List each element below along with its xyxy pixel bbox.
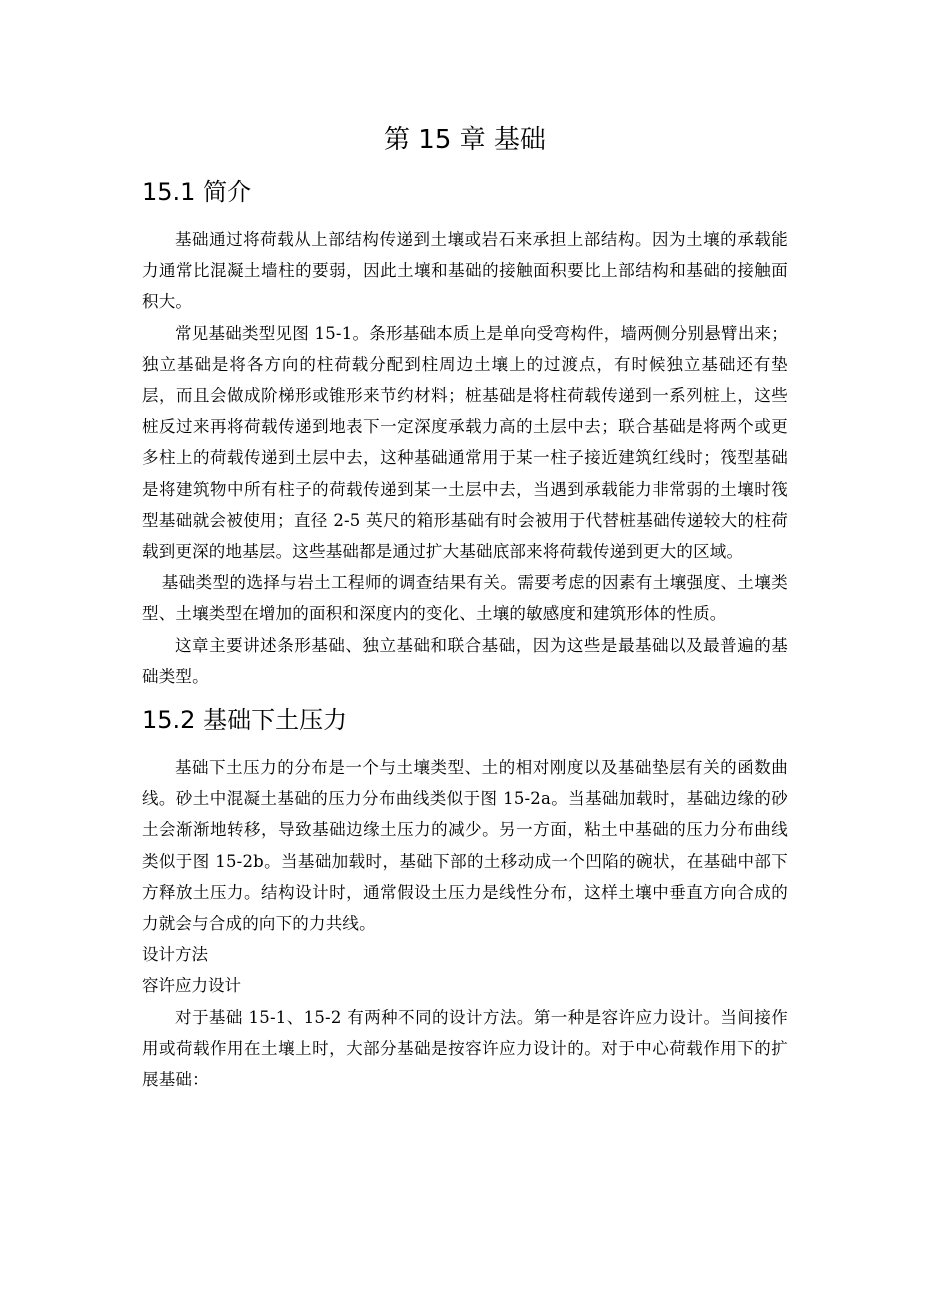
section-gap [142,692,788,700]
paragraph-foundation-types: 常见基础类型见图 15-1。条形基础本质上是单向受弯构件，墙两侧分别悬臂出来；独立基础是将各方向的柱荷载分配到柱周边土壤上的过渡点，有时候独立基础还有垫层，而且会做成阶梯形或锥形来节约材料；桩基础是将柱荷载传递到一系列桩上，这些桩反过来再将荷载传递到地表下一定深度承载力高的土层中去；联合基础是将两个或更多柱上的荷载传递到土层中去，这种基础通常用于某一柱子接近建筑红线时；筏型基础是将建筑物中所有柱子的荷载传递到某一土层中去，当遇到承载能力非常弱的土壤时筏型基础就会被使用；直径 2-5 英尺的箱形基础有时会被用于代替桩基础传递较大的柱荷载到更深的地基层。这些基础都是通过扩大基础底部来将荷载传递到更大的区域。 [142,323,788,562]
paragraph-chapter-scope: 这章主要讲述条形基础、独立基础和联合基础，因为这些是最基础以及最普遍的基础类型。 [142,635,788,686]
subheading-design-methods: 设计方法 [142,945,208,965]
paragraph-intro-1: 基础通过将荷载从上部结构传递到土壤或岩石来承担上部结构。因为土壤的承载能力通常比混凝土墙柱的要弱，因此土壤和基础的接触面积要比上部结构和基础的接触面积大。 [142,230,788,312]
section-title-intro: 15.1 简介 [142,178,252,206]
subheading-allowable-stress: 容许应力设计 [142,976,241,996]
paragraph-soil-pressure: 基础下土压力的分布是一个与土壤类型、土的相对刚度以及基础垫层有关的函数曲线。砂土中混凝土基础的压力分布曲线类似于图 15-2a。当基础加载时，基础边缘的砂土会渐渐地转移，导致基础边缘土压力的减少。另一方面，粘土中基础的压力分布曲线类似于图 15-2b。当基础加载时，基础下部的土移动成一个凹陷的碗状，在基础中部下方释放土压力。结构设计时，通常假设土压力是线性分布，这样土壤中垂直方向合成的力就会与合成的向下的力共线。 [142,758,788,934]
paragraph-selection: 基础类型的选择与岩土工程师的调查结果有关。需要考虑的因素有土壤强度、土壤类型、土壤类型在增加的面积和深度内的变化、土壤的敏感度和建筑形体的性质。 [142,573,788,624]
paragraph-allowable-stress: 对于基础 15-1、15-2 有两种不同的设计方法。第一种是容许应力设计。当间接作用或荷载作用在土壤上时，大部分基础是按容许应力设计的。对于中心荷载作用下的扩展基础： [142,1007,788,1090]
chapter-title: 第 15 章 基础 [384,125,546,155]
section-title-soil-pressure: 15.2 基础下土压力 [142,706,348,735]
document-page [142,118,788,1095]
